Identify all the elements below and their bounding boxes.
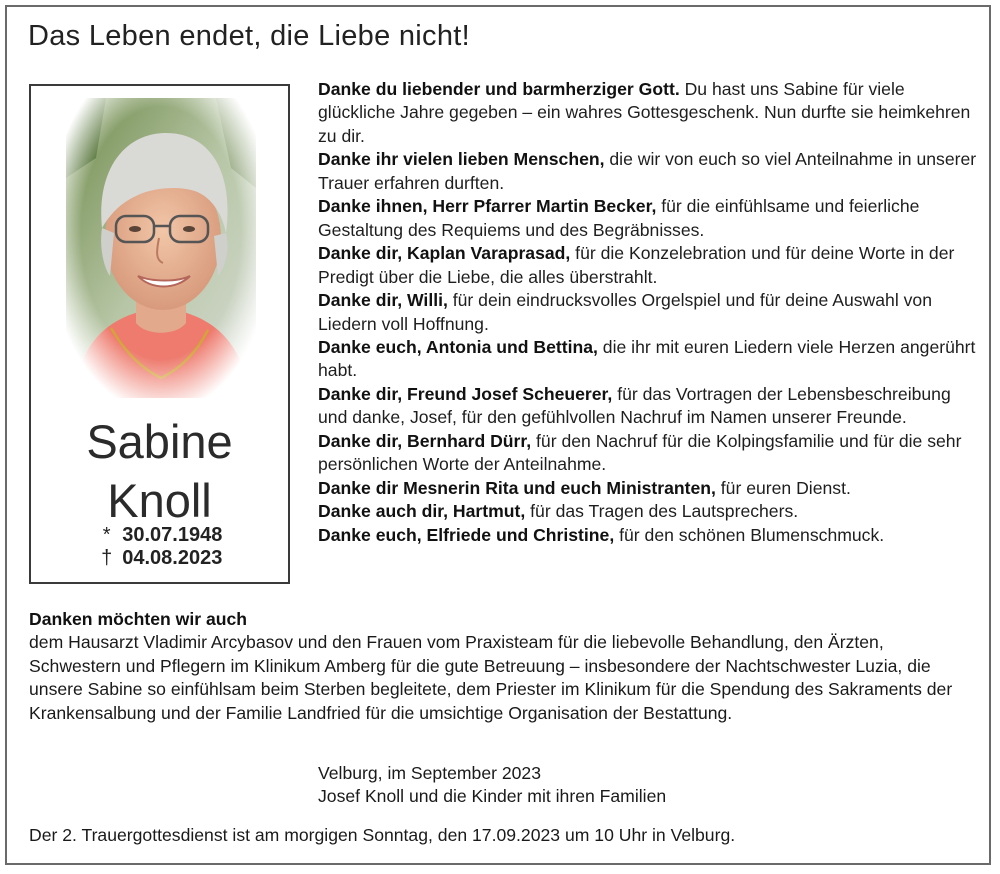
thanks-item: Danke ihnen, Herr Pfarrer Martin Becker, für die einfühlsame und feierliche Gestaltung des Requiems und des Begräbnisses. bbox=[318, 196, 920, 240]
birth-star-symbol: * bbox=[102, 524, 111, 546]
thanks-item: Danke dir, Willi, für dein eindrucksvolles Orgelspiel und für deine Auswahl von Liedern voll Hoffnung. bbox=[318, 290, 932, 334]
closing bbox=[318, 762, 666, 809]
thanks-item: Danke auch dir, Hartmut, für das Tragen des Lautsprechers. bbox=[318, 501, 799, 522]
deceased-last-name: Knoll bbox=[107, 474, 212, 527]
thanks-list bbox=[318, 78, 978, 547]
death-date-line bbox=[31, 547, 288, 570]
additional-thanks bbox=[29, 608, 979, 725]
death-date: 04.08.2023 bbox=[122, 547, 223, 569]
portrait-photo bbox=[66, 98, 256, 398]
place-date: Velburg, im September 2023 bbox=[318, 763, 541, 783]
deceased-first-name: Sabine bbox=[86, 415, 233, 468]
thanks-item: Danke dir, Bernhard Dürr, für den Nachruf für die Kolpingsfamilie und für die sehr persönlichen Worte der Anteilnahme. bbox=[318, 430, 962, 475]
thanks-item: Danke euch, Elfriede und Christine, für den schönen Blumenschmuck. bbox=[318, 524, 885, 545]
headline: Das Leben endet, die Liebe nicht! bbox=[28, 20, 470, 52]
thanks-item: Danke ihr vielen lieben Menschen, die wir von euch so viel Anteilnahme in unserer Trauer erfahren durften. bbox=[318, 149, 977, 193]
service-announcement: Der 2. Trauergottesdienst ist am morgigen Sonntag, den 17.09.2023 um 10 Uhr in Velburg. bbox=[29, 825, 736, 845]
additional-thanks-title: Danken möchten wir auch bbox=[29, 609, 248, 629]
thanks-item: Danke dir Mesnerin Rita und euch Ministranten, für euren Dienst. bbox=[318, 477, 851, 498]
thanks-item: Danke euch, Antonia und Bettina, die ihr mit euren Liedern viele Herzen angerührt habt. bbox=[318, 336, 976, 381]
thanks-item: Danke du liebender und barmherziger Gott. Du hast uns Sabine für viele glückliche Jahre gegeben – ein wahres Gottesgeschenk. Nun durfte sie heimkehren zu dir. bbox=[318, 79, 971, 146]
birth-date-line bbox=[31, 524, 288, 547]
death-cross-symbol: † bbox=[101, 547, 113, 569]
portrait-box bbox=[29, 84, 290, 584]
signature: Josef Knoll und die Kinder mit ihren Familien bbox=[318, 786, 667, 807]
thanks-item: Danke dir, Freund Josef Scheuerer, für das Vortragen der Lebensbeschreibung und danke, Josef, für den gefühlvollen Nachruf im Namen unserer Freunde. bbox=[318, 383, 951, 428]
birth-date: 30.07.1948 bbox=[122, 524, 223, 546]
thanks-item: Danke dir, Kaplan Varaprasad, für die Konzelebration und für deine Worte in der Predigt über die Liebe, die alles überstrahlt. bbox=[318, 243, 955, 287]
additional-thanks-text: dem Hausarzt Vladimir Arcybasov und den Frauen vom Praxisteam für die liebevolle Behandlung, den Ärzten, Schwestern und Pflegern im Klinikum Amberg für die gute Betreuung – insbesondere der Nachtschwester Luzia, die unsere Sabine so einfühlsam beim Sterben begleitete, dem Priester im Klinikum für die Spendung des Sakraments der Krankensalbung und der Familie Landfried für die umsichtige Organisation der Bestattung. bbox=[29, 632, 953, 723]
